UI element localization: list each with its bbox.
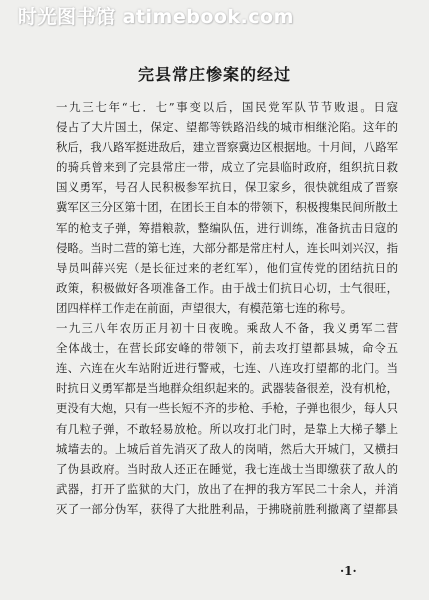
text-line: 全体战士，在营长邱安峰的带领下，前去攻打望都县城，命令五 (56, 341, 398, 356)
text-line: 的骑兵曾来到了完县常庄一带，成立了完县临时政府，组织抗日救 (56, 160, 398, 175)
text-line: 军的枪支子弹，筹措粮款，整编队伍，进行训练，准备抗击日寇的 (56, 220, 398, 235)
page-title: 完县常庄惨案的经过 (137, 65, 291, 84)
text-line: 时抗日义勇军都是当地群众组织起来的。武器装备很差，没有机枪， (56, 381, 398, 396)
text-line: 更没有大炮，只有一些长短不齐的步枪、手枪，子弹也很少，每人只 (56, 401, 398, 416)
text-line: 冀军区三分区第十团，在团长王自本的带领下，积极搜集民间所散土 (56, 200, 398, 215)
text-line: 秋后，我八路军挺进敌后，建立晋察冀边区根据地。十月间，八路军 (56, 140, 398, 155)
text-line: 国义勇军，号召人民积极参军抗日，保卫家乡，很快就组成了晋察 (56, 180, 398, 195)
text-line: 了伪县政府。当时敌人还正在睡觉，我七连战士当即缴获了敌人的 (56, 461, 398, 476)
text-line: 侵略。当时二营的第七连，大部分都是常庄村人，连长叫刘兴汉，指 (56, 240, 398, 255)
text-line: 一九三七年“七．七”事变以后，国民党军队节节败退。日寇 (56, 100, 398, 114)
text-line: 侵占了大片国土，保定、望都等铁路沿线的城市相继沦陷。这年的 (56, 120, 398, 135)
text-line: 团四样样工作走在前面，声望很大，有模范第七连的称号。 (56, 300, 353, 315)
text-line: 导员叫薛兴宪（是长征过来的老红军），他们宣传党的团结抗日的 (56, 260, 398, 275)
text-line: 有几粒子弹，不敢轻易放枪。所以攻打北门时，是靠上大梯子攀上 (56, 421, 398, 436)
text-line: 武器，打开了监狱的大门，放出了在押的我方军民二十余人，并消 (56, 481, 398, 496)
text-line: 连、六连在火车站附近进行警戒，七连、八连攻打望都的北门。当 (56, 361, 398, 376)
text-line: 灭了一部分伪军，获得了大批胜利品，于拂晓前胜利撤离了望都县 (56, 501, 398, 516)
page-number: ·1· (340, 564, 357, 578)
text-line: 城墙去的。上城后首先消灭了敌人的岗哨，然后大开城门，又横扫 (56, 441, 398, 456)
watermark: 时光图书馆 atimebook.com (18, 6, 294, 28)
body-text (56, 97, 398, 519)
text-line: 一九三八年农历正月初十日夜晚。乘敌人不备，我义勇军二营 (56, 321, 398, 336)
text-line: 政策，积极做好各项准备工作。由于战士们抗日心切，士气很旺， (56, 280, 398, 295)
